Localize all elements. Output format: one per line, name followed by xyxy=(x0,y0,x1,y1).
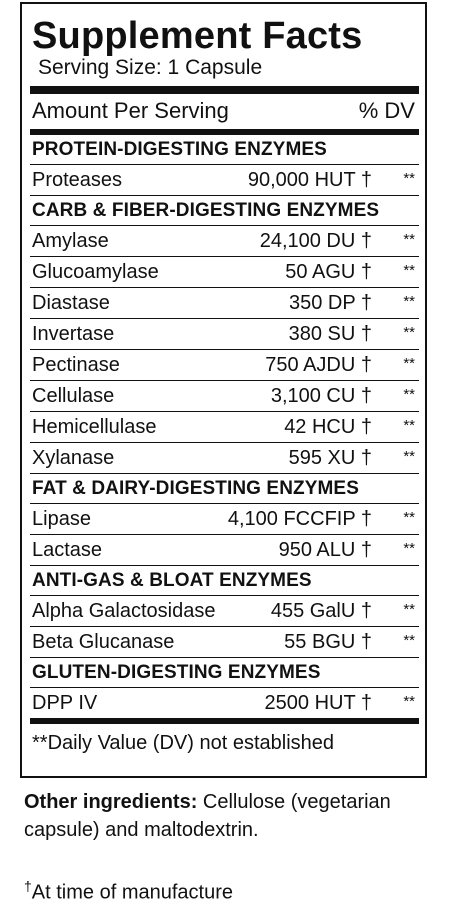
ingredient-name: Beta Glucanase xyxy=(32,630,175,653)
amount-header-row xyxy=(30,94,419,129)
ingredient-name: Glucoamylase xyxy=(32,260,159,283)
ingredient-dv: ** xyxy=(403,509,415,526)
ingredient-name: Alpha Galactosidase xyxy=(32,599,216,622)
ingredient-name: Pectinase xyxy=(32,353,120,376)
section-heading: CARB & FIBER-DIGESTING ENZYMES xyxy=(30,196,419,226)
ingredient-dv: ** xyxy=(403,262,415,279)
section-heading: GLUTEN-DIGESTING ENZYMES xyxy=(30,658,419,688)
ingredient-dv: ** xyxy=(403,693,415,710)
nutrient-row xyxy=(30,412,419,443)
nutrient-row xyxy=(30,627,419,658)
nutrient-row xyxy=(30,319,419,350)
ingredient-amount: 750 AJDU † xyxy=(265,353,372,376)
panel-title: Supplement Facts xyxy=(32,15,363,57)
ingredient-dv: ** xyxy=(403,448,415,465)
ingredient-amount: 380 SU † xyxy=(288,322,372,345)
ingredient-name: DPP IV xyxy=(32,691,98,714)
nutrient-row xyxy=(30,288,419,319)
ingredient-amount: 24,100 DU † xyxy=(259,229,372,252)
ingredient-amount: 2500 HUT † xyxy=(264,691,372,714)
ingredient-dv: ** xyxy=(403,355,415,372)
nutrient-row xyxy=(30,504,419,535)
ingredient-amount: 595 XU † xyxy=(288,446,372,469)
ingredient-amount: 55 BGU † xyxy=(284,630,372,653)
dagger-note-text: At time of manufacture xyxy=(31,881,233,904)
section-heading: PROTEIN-DIGESTING ENZYMES xyxy=(30,135,419,165)
dv-footnote: **Daily Value (DV) not established xyxy=(32,732,335,754)
nutrient-row xyxy=(30,688,419,718)
ingredient-dv: ** xyxy=(403,540,415,557)
ingredient-amount: 3,100 CU † xyxy=(270,384,372,407)
ingredient-name: Cellulase xyxy=(32,384,115,407)
other-ingredients-label: Other ingredients: xyxy=(24,791,198,813)
supplement-facts-panel xyxy=(20,2,427,778)
dagger-note xyxy=(24,872,233,907)
ingredient-dv: ** xyxy=(403,293,415,310)
nutrient-row xyxy=(30,381,419,412)
ingredient-name: Invertase xyxy=(32,322,115,345)
nutrient-row xyxy=(30,350,419,381)
ingredient-dv: ** xyxy=(403,601,415,618)
ingredient-amount: 42 HCU † xyxy=(284,415,372,438)
ingredient-name: Lactase xyxy=(32,538,103,561)
ingredient-name: Lipase xyxy=(32,507,91,530)
ingredient-dv: ** xyxy=(403,324,415,341)
ingredient-name: Hemicellulase xyxy=(32,415,157,438)
ingredient-name: Diastase xyxy=(32,291,110,314)
nutrient-row xyxy=(30,443,419,474)
ingredient-amount: 90,000 HUT † xyxy=(247,168,372,191)
other-ingredients-text: Cellulose (vegetarian capsule) and maltodextrin. xyxy=(24,791,391,841)
nutrient-row xyxy=(30,535,419,566)
enzyme-sections xyxy=(30,135,419,718)
ingredient-amount: 350 DP † xyxy=(288,291,372,314)
section-heading: ANTI-GAS & BLOAT ENZYMES xyxy=(30,566,419,596)
dv-header-label: % DV xyxy=(358,98,415,123)
ingredient-dv: ** xyxy=(403,231,415,248)
ingredient-dv: ** xyxy=(403,386,415,403)
nutrient-row xyxy=(30,596,419,627)
other-ingredients xyxy=(24,788,454,844)
ingredient-name: Xylanase xyxy=(32,446,115,469)
ingredient-amount: 950 ALU † xyxy=(278,538,372,561)
dagger-symbol: † xyxy=(24,878,32,894)
thick-divider xyxy=(30,86,419,94)
ingredient-dv: ** xyxy=(403,417,415,434)
serving-size: Serving Size: 1 Capsule xyxy=(38,56,263,79)
ingredient-dv: ** xyxy=(403,632,415,649)
nutrient-row xyxy=(30,165,419,196)
ingredient-amount: 455 GalU † xyxy=(270,599,372,622)
ingredient-name: Proteases xyxy=(32,168,123,191)
ingredient-dv: ** xyxy=(403,170,415,187)
nutrient-row xyxy=(30,257,419,288)
nutrient-row xyxy=(30,226,419,257)
ingredient-amount: 50 AGU † xyxy=(285,260,372,283)
ingredient-amount: 4,100 FCCFIP † xyxy=(227,507,372,530)
ingredient-name: Amylase xyxy=(32,229,109,252)
section-heading: FAT & DAIRY-DIGESTING ENZYMES xyxy=(30,474,419,504)
amount-per-serving-label: Amount Per Serving xyxy=(32,98,229,123)
